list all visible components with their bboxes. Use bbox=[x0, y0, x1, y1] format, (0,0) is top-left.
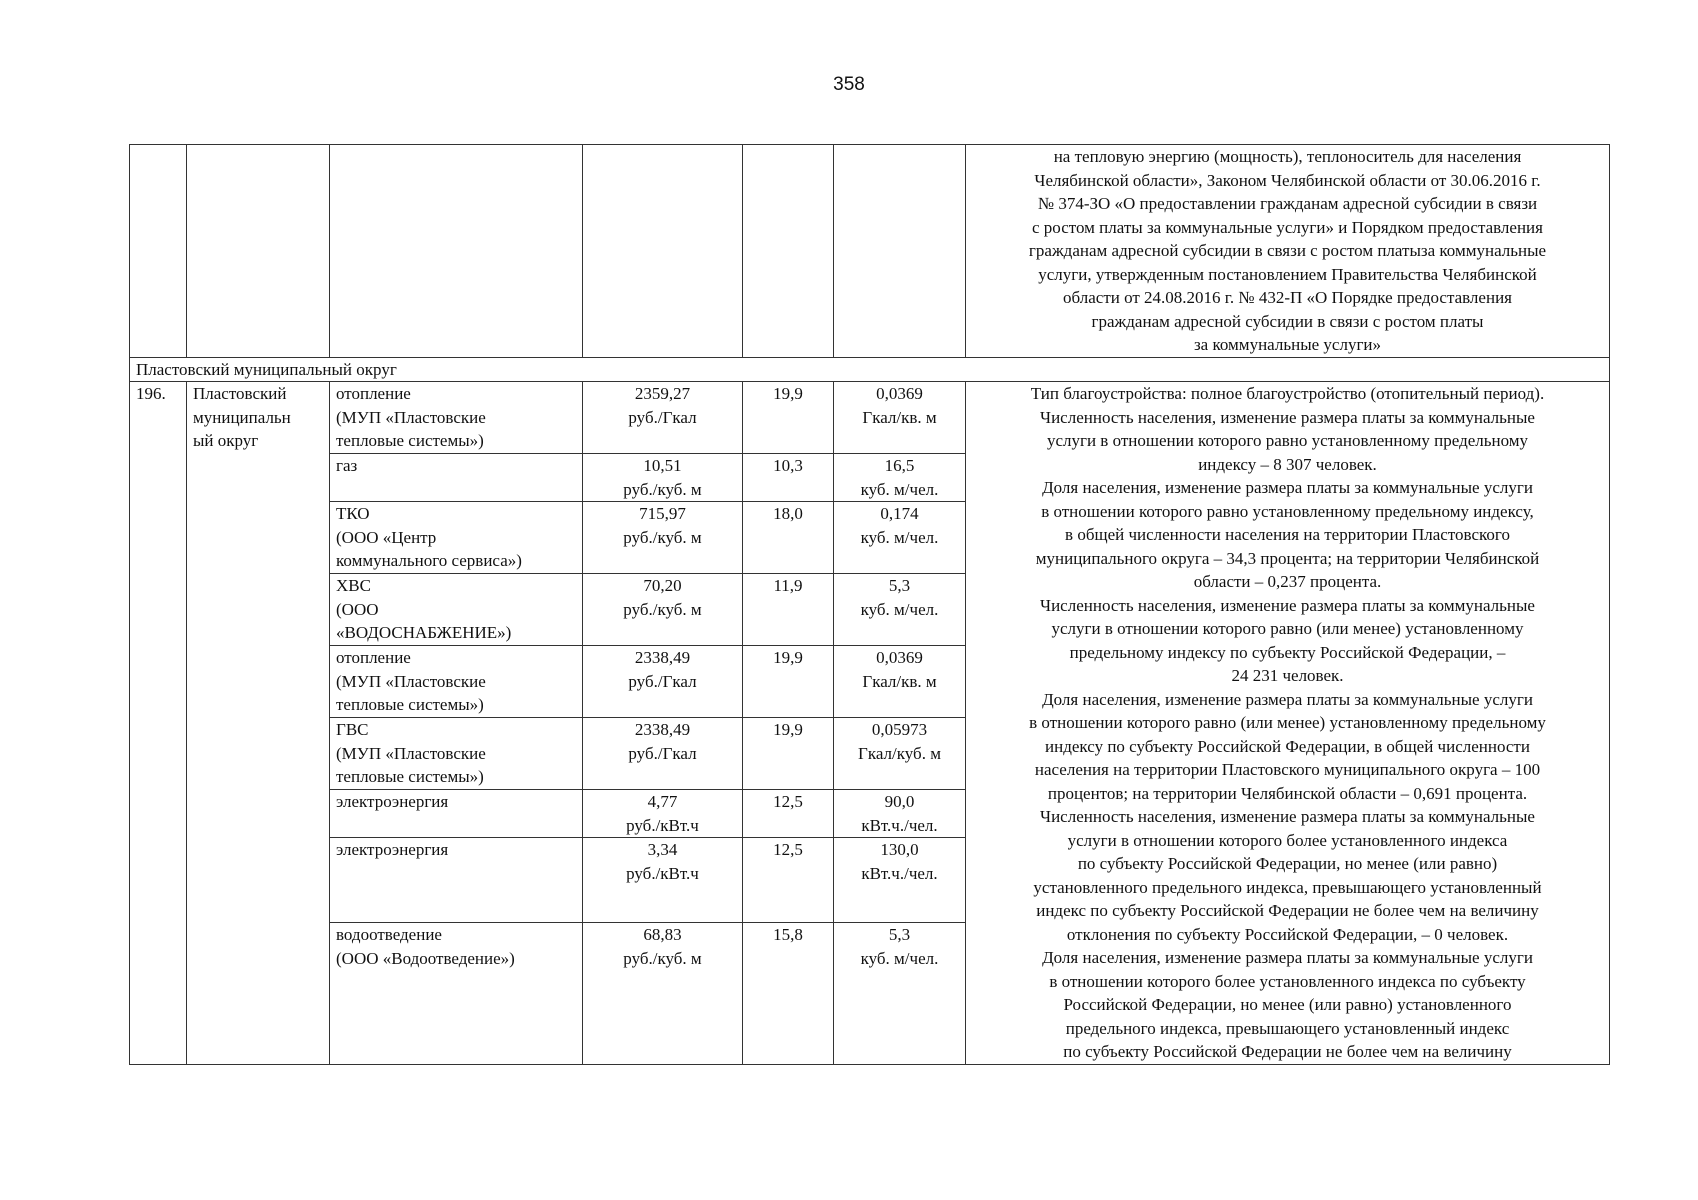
continuation-row bbox=[130, 145, 1610, 358]
service-tariff: 10,51 руб./куб. м bbox=[583, 454, 743, 502]
service-volume: 5,3 куб. м/чел. bbox=[834, 574, 966, 646]
service-index: 12,5 bbox=[743, 838, 834, 923]
table-row bbox=[130, 382, 1610, 454]
tariff-table bbox=[129, 144, 1610, 1065]
service-tariff: 2338,49 руб./Гкал bbox=[583, 718, 743, 790]
service-name: ТКО (ООО «Центр коммунального сервиса») bbox=[330, 502, 583, 574]
service-volume: 90,0 кВт.ч./чел. bbox=[834, 790, 966, 838]
service-volume: 16,5 куб. м/чел. bbox=[834, 454, 966, 502]
service-tariff: 4,77 руб./кВт.ч bbox=[583, 790, 743, 838]
service-name: отопление (МУП «Пластовские тепловые системы») bbox=[330, 646, 583, 718]
service-index: 15,8 bbox=[743, 923, 834, 1065]
service-tariff: 68,83 руб./куб. м bbox=[583, 923, 743, 1065]
service-volume: 0,174 куб. м/чел. bbox=[834, 502, 966, 574]
service-tariff: 3,34 руб./кВт.ч bbox=[583, 838, 743, 923]
service-volume: 5,3 куб. м/чел. bbox=[834, 923, 966, 1065]
service-name: ГВС (МУП «Пластовские тепловые системы») bbox=[330, 718, 583, 790]
service-index: 11,9 bbox=[743, 574, 834, 646]
service-index: 18,0 bbox=[743, 502, 834, 574]
empty-cell bbox=[743, 145, 834, 358]
section-title: Пластовский муниципальный округ bbox=[130, 357, 1610, 382]
entry-number: 196. bbox=[130, 382, 187, 1065]
entry-description: Тип благоустройства: полное благоустройство (отопительный период). Численность населения, изменение размера платы за коммунальные услуги в отношении которого равно установленному предельному индексу – 8 307 человек. Доля населения, изменение размера платы за коммунальные услуги в отношении которого равно установленному предельному индексу, в общей численности населения на территории Пластовского муниципального округа – 34,3 процента; на территории Челябинской области – 0,237 процента. Численность населения, изменение размера платы за коммунальные услуги в отношении которого равно (или менее) установленному предельному индексу по субъекту Российской Федерации, – 24 231 человек. Доля населения, изменение размера платы за коммунальные услуги в отношении которого равно (или менее) установленному предельному индексу по субъекту Российской Федерации, в общей численности населения на территории Пластовского муниципального округа – 100 процентов; на территории Челябинской области – 0,691 процента. Численность населения, изменение размера платы за коммунальные услуги в отношении которого более установленного индекса по субъекту Российской Федерации, но менее (или равно) установленного предельного индекса, превышающего установленный индекс по субъекту Российской Федерации не более чем на величину отклонения по субъекту Российской Федерации, – 0 человек. Доля населения, изменение размера платы за коммунальные услуги в отношении которого более установленного индекса по субъекту Российской Федерации, но менее (или равно) установленного предельного индекса, превышающего установленный индекс по субъекту Российской Федерации не более чем на величину bbox=[966, 382, 1610, 1065]
empty-cell bbox=[834, 145, 966, 358]
service-name: водоотведение (ООО «Водоотведение») bbox=[330, 923, 583, 1065]
service-tariff: 70,20 руб./куб. м bbox=[583, 574, 743, 646]
service-index: 19,9 bbox=[743, 718, 834, 790]
service-volume: 130,0 кВт.ч./чел. bbox=[834, 838, 966, 923]
page-number: 358 bbox=[833, 74, 865, 95]
service-volume: 0,0369 Гкал/кв. м bbox=[834, 382, 966, 454]
continuation-text: на тепловую энергию (мощность), теплоноситель для населения Челябинской области», Законом Челябинской области от 30.06.2016 г. № 374-ЗО «О предоставлении гражданам адресной субсидии в связи с ростом платы за коммунальные услуги» и Порядком предоставления гражданам адресной субсидии в связи с ростом платыза коммунальные услуги, утвержденным постановлением Правительства Челябинской области от 24.08.2016 г. № 432-П «О Порядке предоставления гражданам адресной субсидии в связи с ростом платы за коммунальные услуги» bbox=[966, 145, 1610, 358]
service-tariff: 715,97 руб./куб. м bbox=[583, 502, 743, 574]
service-name: электроэнергия bbox=[330, 790, 583, 838]
section-row bbox=[130, 357, 1610, 382]
service-index: 19,9 bbox=[743, 646, 834, 718]
empty-cell bbox=[130, 145, 187, 358]
service-volume: 0,05973 Гкал/куб. м bbox=[834, 718, 966, 790]
empty-cell bbox=[330, 145, 583, 358]
service-index: 10,3 bbox=[743, 454, 834, 502]
service-name: ХВС (ООО «ВОДОСНАБЖЕНИЕ») bbox=[330, 574, 583, 646]
municipality-name: Пластовский муниципальн ый округ bbox=[187, 382, 330, 1065]
service-tariff: 2338,49 руб./Гкал bbox=[583, 646, 743, 718]
empty-cell bbox=[583, 145, 743, 358]
service-tariff: 2359,27 руб./Гкал bbox=[583, 382, 743, 454]
service-index: 12,5 bbox=[743, 790, 834, 838]
service-name: электроэнергия bbox=[330, 838, 583, 923]
service-index: 19,9 bbox=[743, 382, 834, 454]
service-name: отопление (МУП «Пластовские тепловые системы») bbox=[330, 382, 583, 454]
service-name: газ bbox=[330, 454, 583, 502]
service-volume: 0,0369 Гкал/кв. м bbox=[834, 646, 966, 718]
empty-cell bbox=[187, 145, 330, 358]
